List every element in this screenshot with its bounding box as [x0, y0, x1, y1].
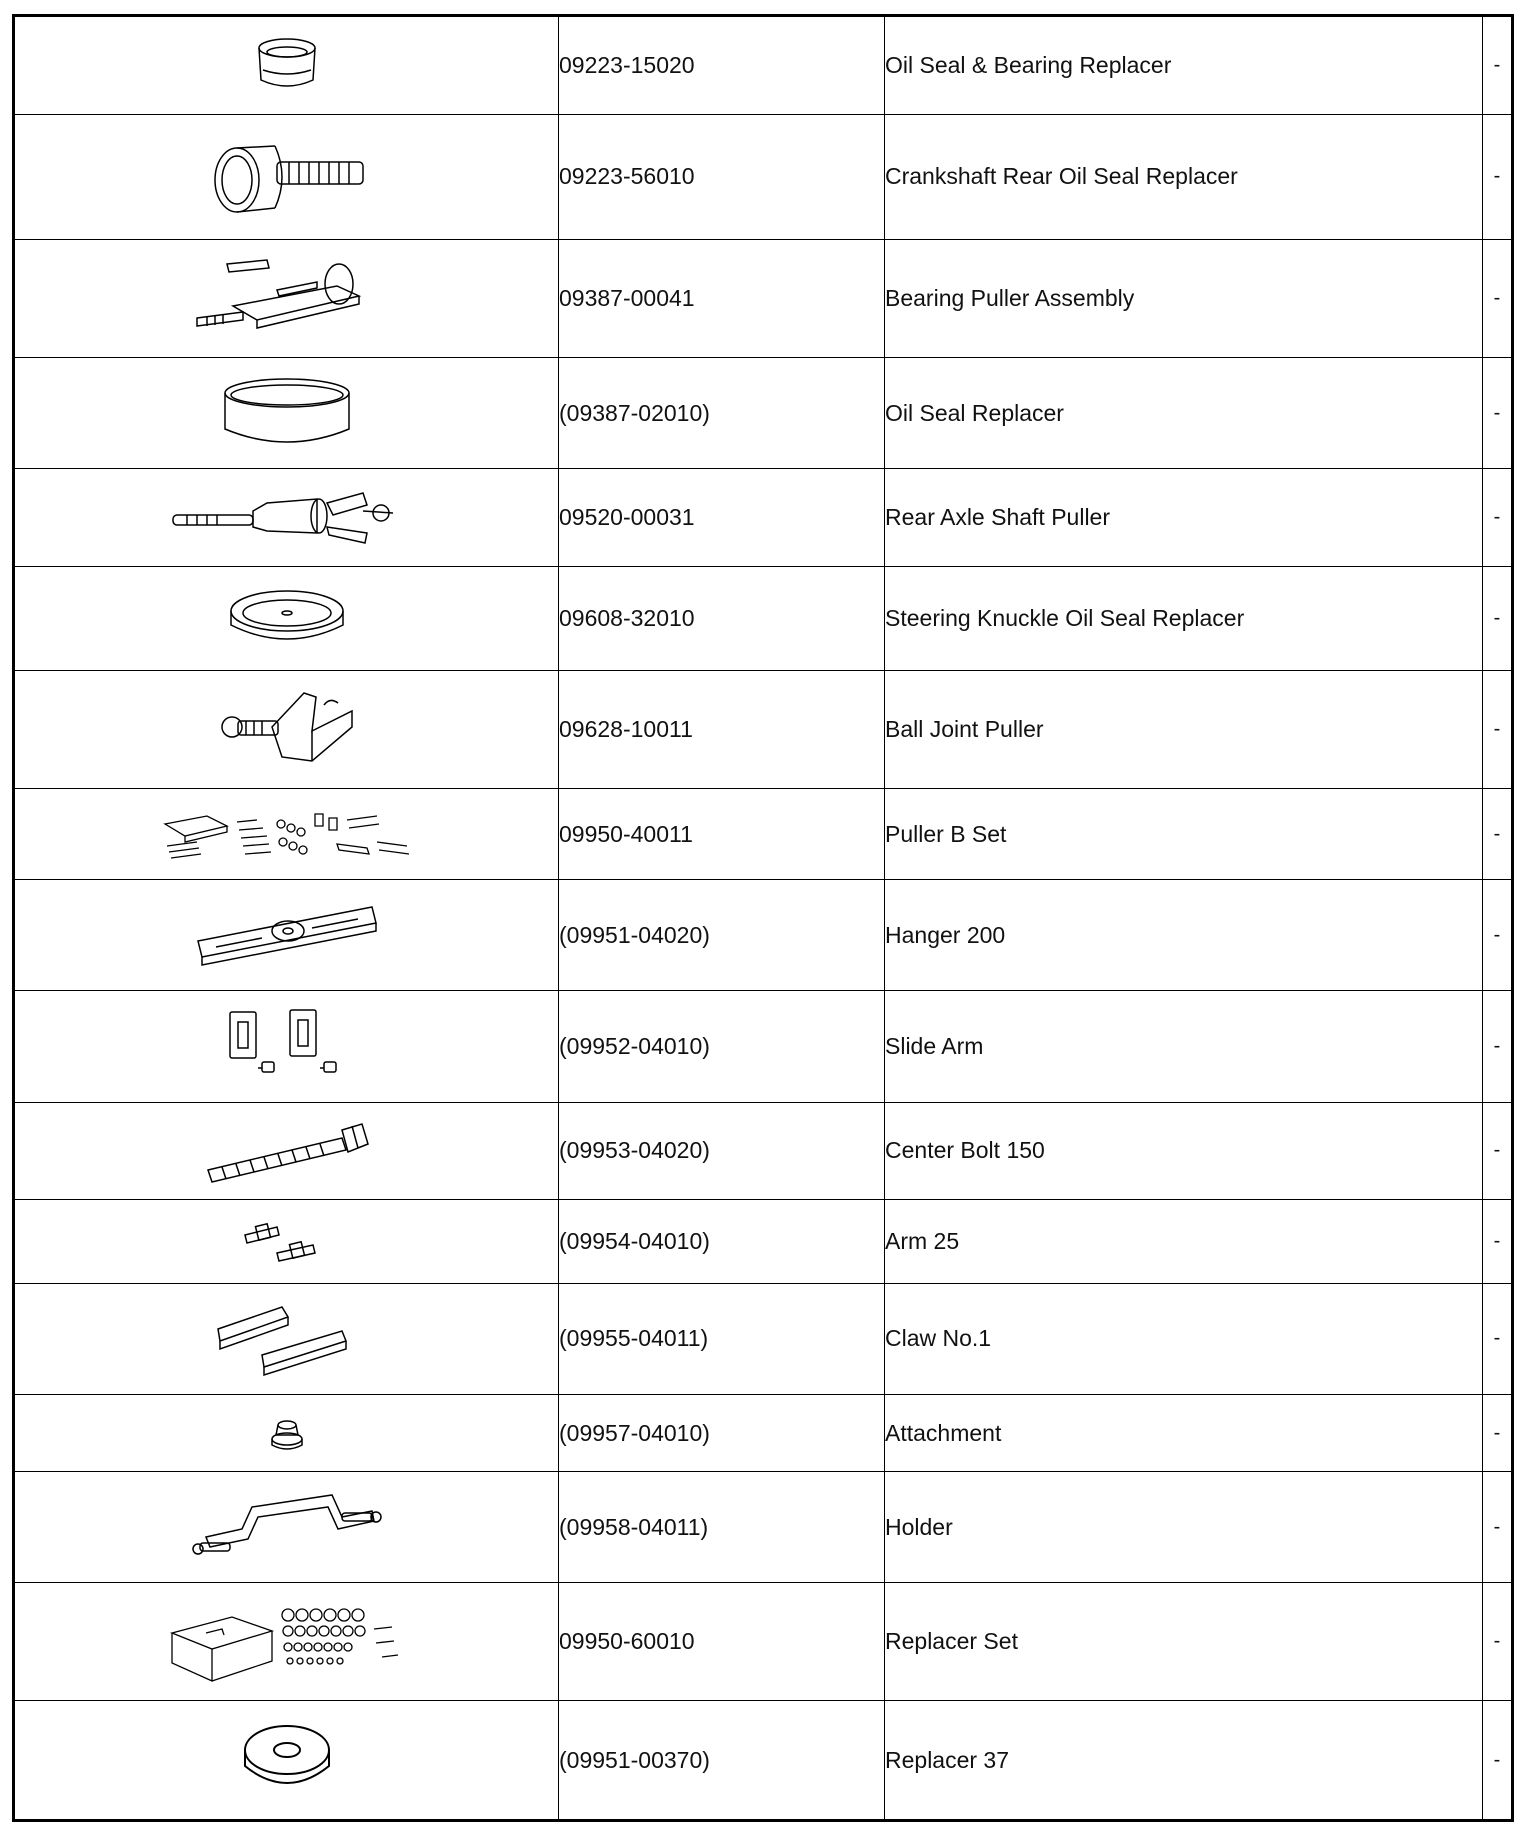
table-row — [14, 671, 1513, 789]
tool-name: Arm 25 — [885, 1200, 1483, 1284]
part-number: 09608-32010 — [559, 566, 885, 670]
tool-note: - — [1483, 358, 1513, 469]
tool-note: - — [1483, 991, 1513, 1102]
tool-note: - — [1483, 1102, 1513, 1200]
oil-seal-replacer-ring-icon — [217, 373, 357, 453]
tool-name: Puller B Set — [885, 789, 1483, 880]
tool-illustration-cell — [14, 16, 559, 115]
steering-knuckle-oil-seal-replacer-icon — [222, 581, 352, 656]
center-bolt-icon — [202, 1116, 372, 1186]
oil-seal-bearing-replacer-icon — [247, 30, 327, 100]
part-number: (09955-04011) — [559, 1283, 885, 1394]
part-number: (09954-04010) — [559, 1200, 885, 1284]
part-number: 09950-60010 — [559, 1583, 885, 1701]
table-row — [14, 16, 1513, 115]
tool-note: - — [1483, 114, 1513, 239]
part-number: (09953-04020) — [559, 1102, 885, 1200]
table-row — [14, 1701, 1513, 1821]
table-row — [14, 991, 1513, 1102]
tool-illustration-cell — [14, 239, 559, 357]
part-number: 09223-15020 — [559, 16, 885, 115]
replacer-37-icon — [237, 1718, 337, 1803]
tool-name: Attachment — [885, 1395, 1483, 1472]
ball-joint-puller-icon — [212, 687, 362, 772]
tool-note: - — [1483, 469, 1513, 567]
table-row — [14, 1583, 1513, 1701]
tool-note: - — [1483, 1583, 1513, 1701]
part-number: 09520-00031 — [559, 469, 885, 567]
table-row — [14, 1471, 1513, 1582]
tool-illustration-cell — [14, 879, 559, 990]
tool-note: - — [1483, 1471, 1513, 1582]
tool-illustration-cell — [14, 469, 559, 567]
part-number: 09387-00041 — [559, 239, 885, 357]
tool-name: Oil Seal & Bearing Replacer — [885, 16, 1483, 115]
tool-name: Replacer Set — [885, 1583, 1483, 1701]
tool-name: Rear Axle Shaft Puller — [885, 469, 1483, 567]
tool-illustration-cell — [14, 1583, 559, 1701]
tool-name: Crankshaft Rear Oil Seal Replacer — [885, 114, 1483, 239]
tool-illustration-cell — [14, 1395, 559, 1472]
tool-illustration-cell — [14, 1200, 559, 1284]
tool-note: - — [1483, 239, 1513, 357]
hanger-icon — [192, 895, 382, 975]
part-number: 09628-10011 — [559, 671, 885, 789]
tool-name: Replacer 37 — [885, 1701, 1483, 1821]
part-number: (09951-04020) — [559, 879, 885, 990]
table-row — [14, 1395, 1513, 1472]
table-row — [14, 469, 1513, 567]
tool-illustration-cell — [14, 358, 559, 469]
arm-icon — [237, 1211, 337, 1271]
table-row — [14, 789, 1513, 880]
tool-name: Bearing Puller Assembly — [885, 239, 1483, 357]
part-number: (09387-02010) — [559, 358, 885, 469]
tool-illustration-cell — [14, 789, 559, 880]
tool-illustration-cell — [14, 566, 559, 670]
tool-name: Hanger 200 — [885, 879, 1483, 990]
table-row — [14, 358, 1513, 469]
tool-note: - — [1483, 566, 1513, 670]
table-row — [14, 239, 1513, 357]
tool-note: - — [1483, 1395, 1513, 1472]
tool-name: Claw No.1 — [885, 1283, 1483, 1394]
special-tools-table — [12, 14, 1514, 1822]
table-row — [14, 1102, 1513, 1200]
tool-illustration-cell — [14, 1102, 559, 1200]
tool-illustration-cell — [14, 1471, 559, 1582]
attachment-icon — [262, 1413, 312, 1453]
tool-name: Ball Joint Puller — [885, 671, 1483, 789]
tool-illustration-cell — [14, 1283, 559, 1394]
tool-illustration-cell — [14, 671, 559, 789]
table-row — [14, 1200, 1513, 1284]
tool-note: - — [1483, 671, 1513, 789]
tool-name: Center Bolt 150 — [885, 1102, 1483, 1200]
table-row — [14, 114, 1513, 239]
part-number: (09958-04011) — [559, 1471, 885, 1582]
tool-note: - — [1483, 789, 1513, 880]
table-row — [14, 566, 1513, 670]
tool-name: Slide Arm — [885, 991, 1483, 1102]
part-number: (09957-04010) — [559, 1395, 885, 1472]
rear-axle-shaft-puller-icon — [167, 483, 407, 553]
table-row — [14, 1283, 1513, 1394]
bearing-puller-assembly-icon — [187, 256, 387, 341]
crankshaft-rear-oil-seal-replacer-icon — [197, 132, 377, 222]
tool-note: - — [1483, 16, 1513, 115]
slide-arm-icon — [222, 1006, 352, 1086]
tool-illustration-cell — [14, 1701, 559, 1821]
tool-illustration-cell — [14, 114, 559, 239]
tool-name: Holder — [885, 1471, 1483, 1582]
table-row — [14, 879, 1513, 990]
tool-name: Steering Knuckle Oil Seal Replacer — [885, 566, 1483, 670]
tool-note: - — [1483, 1283, 1513, 1394]
part-number: (09952-04010) — [559, 991, 885, 1102]
part-number: 09950-40011 — [559, 789, 885, 880]
puller-b-set-icon — [157, 802, 417, 867]
tool-note: - — [1483, 1701, 1513, 1821]
claw-icon — [212, 1299, 362, 1379]
part-number: 09223-56010 — [559, 114, 885, 239]
replacer-set-icon — [162, 1599, 412, 1684]
part-number: (09951-00370) — [559, 1701, 885, 1821]
tool-illustration-cell — [14, 991, 559, 1102]
holder-icon — [192, 1487, 382, 1567]
tool-note: - — [1483, 879, 1513, 990]
tool-note: - — [1483, 1200, 1513, 1284]
tool-name: Oil Seal Replacer — [885, 358, 1483, 469]
